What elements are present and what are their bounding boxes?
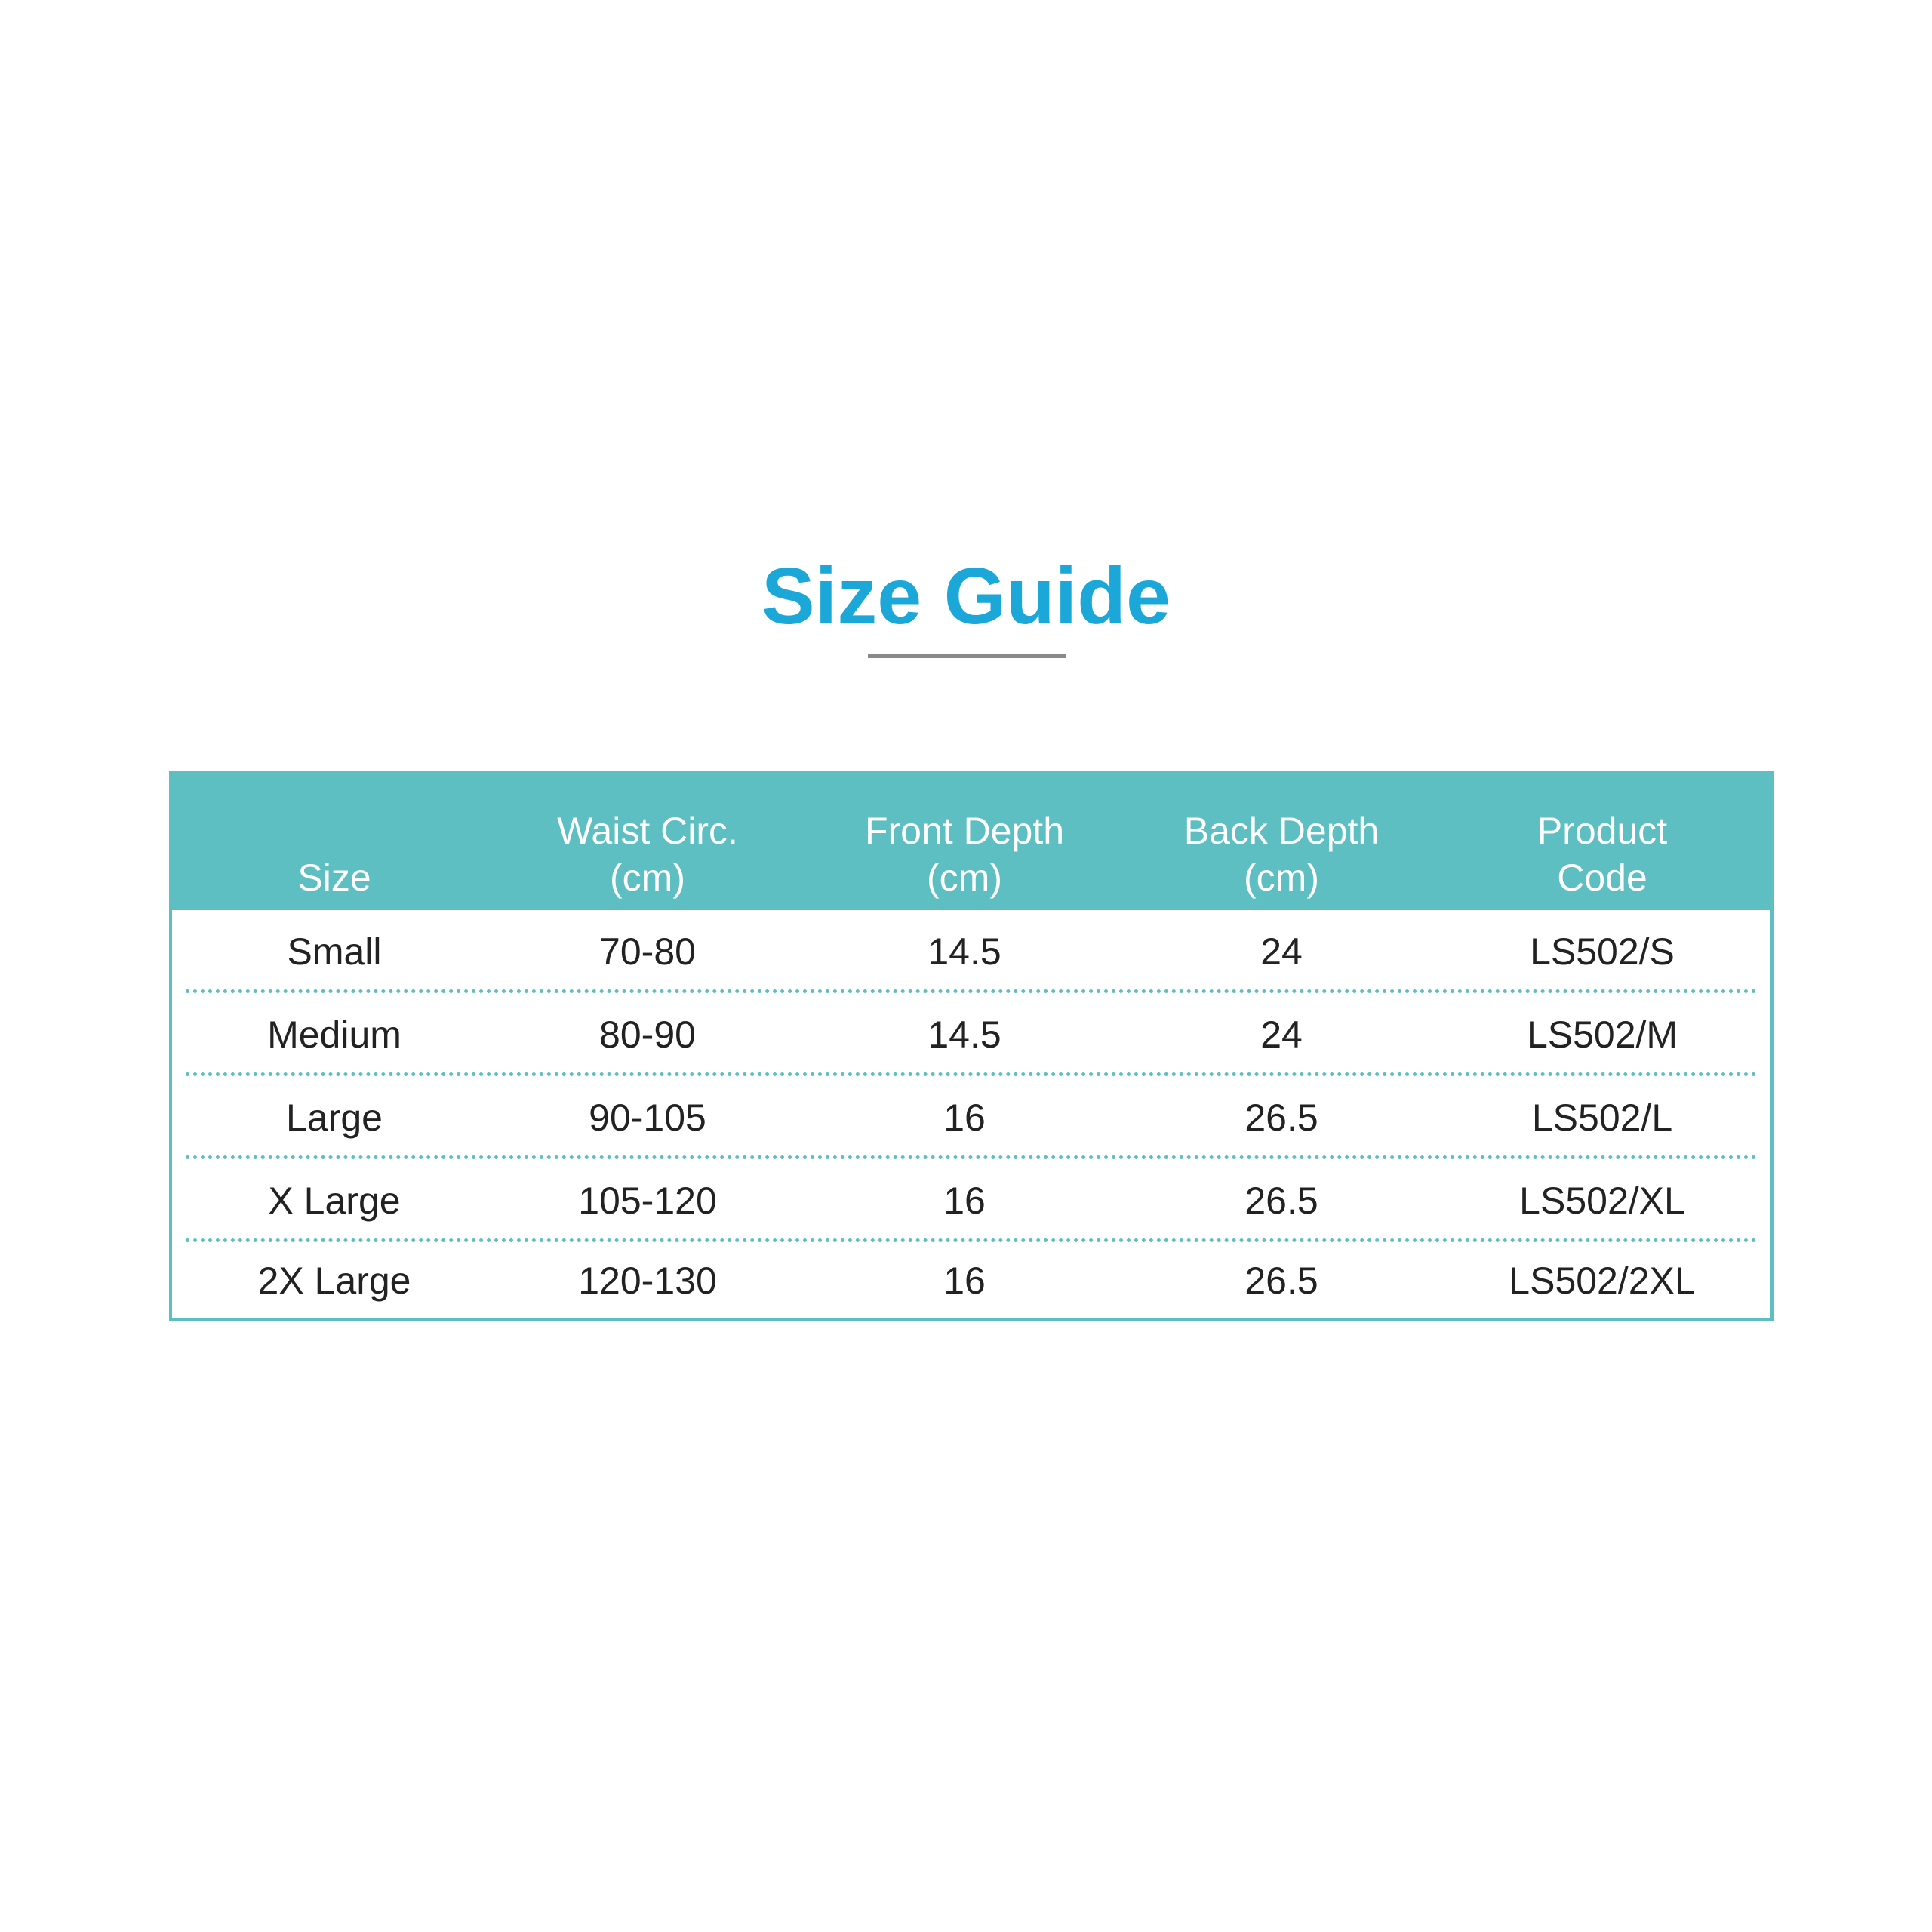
cell-product-code: LS502/M xyxy=(1526,1014,1678,1056)
header-front-depth: Front Depth (cm) xyxy=(864,810,1064,899)
title-underline xyxy=(868,654,1066,658)
cell-waist: 120-130 xyxy=(578,1260,717,1302)
cell-front-depth: 14.5 xyxy=(928,1014,1001,1056)
cell-back-depth: 26.5 xyxy=(1244,1097,1318,1139)
cell-back-depth: 26.5 xyxy=(1244,1260,1318,1302)
table-row xyxy=(172,1076,1770,1159)
header-size: Size xyxy=(297,857,371,899)
cell-waist: 105-120 xyxy=(578,1180,717,1222)
cell-size: Medium xyxy=(267,1014,401,1056)
table-row xyxy=(172,910,1770,993)
cell-front-depth: 16 xyxy=(943,1097,986,1139)
cell-product-code: LS502/XL xyxy=(1519,1180,1685,1222)
table-header xyxy=(172,774,1770,910)
cell-size: X Large xyxy=(268,1180,401,1222)
cell-size: 2X Large xyxy=(257,1260,411,1302)
cell-back-depth: 26.5 xyxy=(1244,1180,1318,1222)
cell-waist: 80-90 xyxy=(599,1014,696,1056)
cell-back-depth: 24 xyxy=(1260,1014,1303,1056)
cell-product-code: LS502/L xyxy=(1531,1097,1673,1139)
size-guide-table xyxy=(169,771,1774,1321)
cell-size: Large xyxy=(286,1097,383,1139)
cell-front-depth: 14.5 xyxy=(928,931,1001,973)
page-title: Size Guide xyxy=(761,552,1171,641)
cell-front-depth: 16 xyxy=(943,1180,986,1222)
header-back-depth: Back Depth (cm) xyxy=(1183,810,1380,899)
table-row xyxy=(172,993,1770,1076)
cell-waist: 70-80 xyxy=(599,931,696,973)
table-row xyxy=(172,1159,1770,1242)
cell-front-depth: 16 xyxy=(943,1260,986,1302)
header-product-code: Product Code xyxy=(1537,810,1668,899)
cell-size: Small xyxy=(287,931,382,973)
cell-product-code: LS502/S xyxy=(1530,931,1675,973)
cell-back-depth: 24 xyxy=(1260,931,1303,973)
cell-waist: 90-105 xyxy=(589,1097,706,1139)
cell-product-code: LS502/2XL xyxy=(1509,1260,1696,1302)
header-waist-circ: Waist Circ. (cm) xyxy=(557,810,738,899)
table-row xyxy=(172,1239,1770,1322)
